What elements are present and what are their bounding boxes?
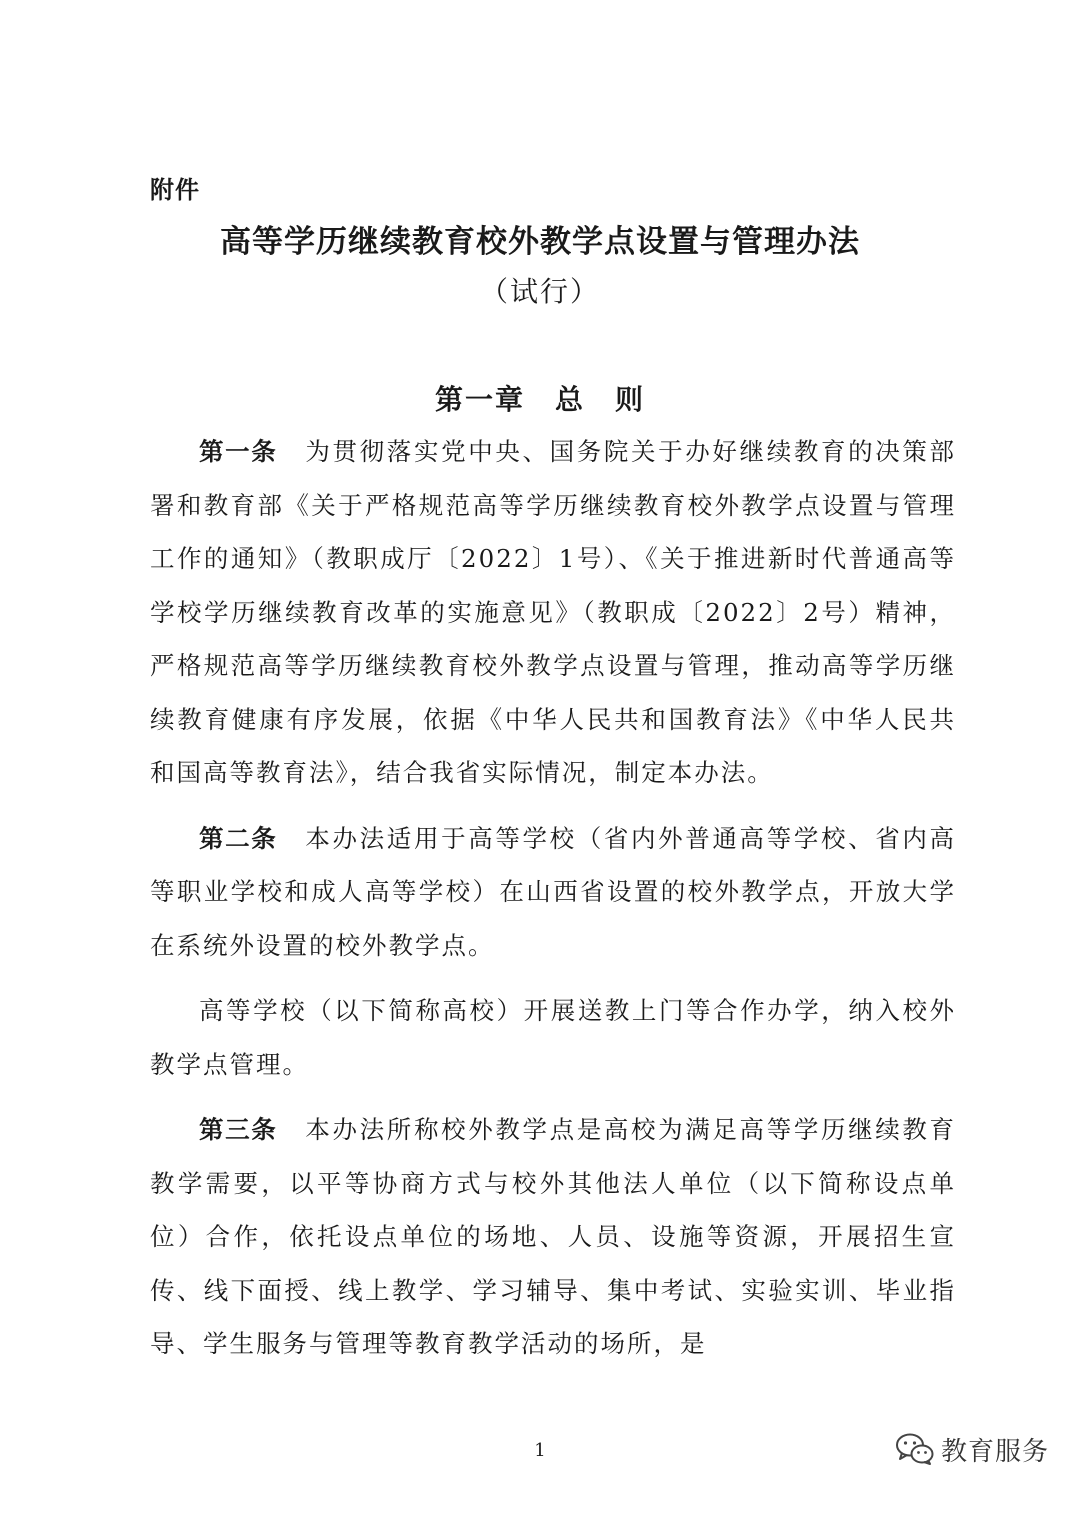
article-2-paragraph-2: 高等学校（以下简称高校）开展送教上门等合作办学，纳入校外教学点管理。 [150, 996, 956, 1079]
article-text: 为贯彻落实党中央、国务院关于办好继续教育的决策部署和教育部《关于严格规范高等学历继续教育校外教学点设置与管理工作的通知》（教职成厅〔2022〕1号）、《关于推进新时代普通高等学校学历继续教育改革的实施意见》（教职成〔2022〕2号）精神，严格规范高等学历继续教育校外教学点设置与管理，推动高等学历继续教育健康有序发展，依据《中华人民共和国教育法》《中华人民共和国高等教育法》，结合我省实际情况，制定本办法。 [150, 437, 956, 787]
page-number: 1 [534, 1440, 546, 1461]
chapter-heading: 第一章 总 则 [434, 383, 645, 416]
article-text: 本办法所称校外教学点是高校为满足高等学历继续教育教学需要，以平等协商方式与校外其他法人单位（以下简称设点单位）合作，依托设点单位的场地、人员、设施等资源，开展招生宣传、线下面授、线上教学、学习辅导、集中考试、实验实训、毕业指导、学生服务与管理等教育教学活动的场所，是 [150, 1115, 956, 1358]
article-text: 本办法适用于高等学校（省内外普通高等学校、省内高等职业学校和成人高等学校）在山西省设置的校外教学点，开放大学在系统外设置的校外教学点。 [150, 823, 956, 960]
article-1 [150, 425, 956, 800]
article-label: 第三条 [199, 1115, 278, 1144]
source-watermark [895, 1429, 1049, 1469]
watermark-text: 教育服务 [941, 1436, 1050, 1467]
attachment-label: 附件 [150, 176, 200, 204]
article-label: 第二条 [199, 823, 278, 853]
article-2 [150, 812, 956, 973]
document-body [150, 425, 956, 1371]
article-label: 第一条 [199, 437, 278, 466]
wechat-icon [895, 1432, 935, 1466]
article-3 [150, 1103, 956, 1371]
document-title: 高等学历继续教育校外教学点设置与管理办法 [220, 224, 860, 260]
document-subtitle: （试行） [479, 275, 600, 308]
